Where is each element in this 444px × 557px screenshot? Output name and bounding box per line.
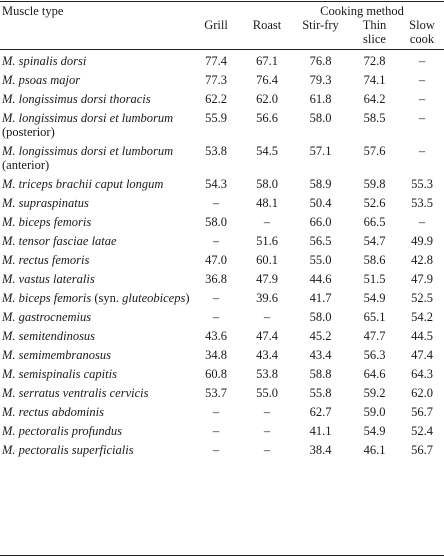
value-cell: 36.8 bbox=[205, 272, 227, 286]
value-cell: – bbox=[418, 73, 426, 87]
value-cell: 57.6 bbox=[363, 144, 386, 158]
value-cell: 55.8 bbox=[309, 386, 332, 400]
value-cell: 58.0 bbox=[205, 215, 227, 229]
table-row bbox=[0, 213, 444, 232]
muscle-name-part: M. serratus ventralis cervicis bbox=[2, 386, 149, 400]
value-cell: 67.1 bbox=[256, 54, 278, 68]
value-cell: 56.5 bbox=[309, 234, 332, 248]
muscle-name-part: (syn. bbox=[91, 291, 123, 305]
table-row bbox=[0, 48, 444, 71]
cooking-method-table bbox=[0, 2, 444, 460]
muscle-name-part: M. psoas major bbox=[2, 73, 81, 87]
value-cell: 54.2 bbox=[411, 310, 433, 324]
muscle-name-cell bbox=[0, 90, 190, 109]
method-label-line1: Grill bbox=[204, 18, 228, 32]
muscle-name-part: ) bbox=[185, 291, 190, 305]
method-label-line1: Stir-fry bbox=[302, 18, 339, 32]
value-cell: 55.9 bbox=[205, 111, 227, 125]
table-row bbox=[0, 251, 444, 270]
value-cell: 55.3 bbox=[411, 177, 433, 191]
muscle-type-header: Muscle type bbox=[2, 4, 64, 18]
muscle-name-part: M. pectoralis profundus bbox=[2, 424, 123, 438]
table-row bbox=[0, 194, 444, 213]
value-cell: 38.4 bbox=[309, 443, 332, 457]
cooking-method-header: Cooking method bbox=[320, 4, 404, 18]
value-cell: 64.2 bbox=[363, 92, 386, 106]
muscle-name-cell bbox=[0, 384, 190, 403]
value-cell: – bbox=[212, 234, 220, 248]
value-cell: 55.0 bbox=[309, 253, 332, 267]
value-cell: 60.8 bbox=[205, 367, 227, 381]
muscle-name-part: M. gastrocnemius bbox=[2, 310, 92, 324]
muscle-name-cell bbox=[0, 232, 190, 251]
muscle-name-part: M. longissimus dorsi et lumborum bbox=[2, 111, 174, 125]
value-cell: 54.3 bbox=[205, 177, 227, 191]
value-cell: 62.7 bbox=[309, 405, 332, 419]
value-cell: – bbox=[212, 405, 220, 419]
value-cell: 47.9 bbox=[256, 272, 278, 286]
table-header bbox=[0, 2, 444, 48]
muscle-name-part: M. semispinalis capitis bbox=[2, 367, 117, 381]
table-row bbox=[0, 289, 444, 308]
table-row bbox=[0, 327, 444, 346]
table-row bbox=[0, 142, 444, 175]
value-cell: 76.8 bbox=[309, 54, 332, 68]
muscle-name-cell bbox=[0, 308, 190, 327]
table-body bbox=[0, 48, 444, 460]
value-cell: – bbox=[418, 92, 426, 106]
method-header-3 bbox=[349, 18, 400, 48]
value-cell: 47.9 bbox=[411, 272, 433, 286]
value-cell: 62.2 bbox=[205, 92, 227, 106]
value-cell: 62.0 bbox=[411, 386, 433, 400]
muscle-name-cell bbox=[0, 365, 190, 384]
value-cell: 50.4 bbox=[309, 196, 332, 210]
value-cell: 72.8 bbox=[363, 54, 386, 68]
header-rule bbox=[0, 49, 444, 50]
value-cell: 48.1 bbox=[256, 196, 278, 210]
method-label-line1: Roast bbox=[252, 18, 282, 32]
table-row bbox=[0, 403, 444, 422]
table-row bbox=[0, 90, 444, 109]
muscle-name-part: M. tensor fasciae latae bbox=[2, 234, 117, 248]
value-cell: 43.4 bbox=[256, 348, 278, 362]
muscle-name-part: (posterior) bbox=[2, 125, 55, 139]
value-cell: 46.1 bbox=[363, 443, 386, 457]
muscle-name-part: M. supraspinatus bbox=[2, 196, 89, 210]
table-row bbox=[0, 270, 444, 289]
value-cell: 43.6 bbox=[205, 329, 227, 343]
muscle-name-cell bbox=[0, 441, 190, 460]
value-cell: 47.4 bbox=[256, 329, 278, 343]
table-row bbox=[0, 308, 444, 327]
muscle-name-part: M. rectus abdominis bbox=[2, 405, 104, 419]
table-row bbox=[0, 365, 444, 384]
method-header-4 bbox=[400, 18, 444, 48]
value-cell: 74.1 bbox=[363, 73, 386, 87]
value-cell: – bbox=[263, 310, 271, 324]
value-cell: 53.7 bbox=[205, 386, 227, 400]
muscle-name-cell bbox=[0, 327, 190, 346]
value-cell: 53.8 bbox=[205, 144, 227, 158]
value-cell: 43.4 bbox=[309, 348, 332, 362]
muscle-name-cell bbox=[0, 142, 190, 175]
value-cell: 42.8 bbox=[411, 253, 433, 267]
muscle-name-part: (anterior) bbox=[2, 158, 50, 172]
muscle-name-cell bbox=[0, 71, 190, 90]
bottom-rule bbox=[0, 555, 444, 556]
value-cell: 59.0 bbox=[363, 405, 386, 419]
muscle-name-part: M. longissimus dorsi thoracis bbox=[2, 92, 151, 106]
value-cell: 58.6 bbox=[363, 253, 386, 267]
value-cell: 55.0 bbox=[256, 386, 278, 400]
value-cell: 51.5 bbox=[363, 272, 386, 286]
value-cell: 54.9 bbox=[363, 291, 386, 305]
value-cell: – bbox=[263, 443, 271, 457]
value-cell: 34.8 bbox=[205, 348, 227, 362]
value-cell: 64.3 bbox=[411, 367, 433, 381]
muscle-name-cell bbox=[0, 403, 190, 422]
muscle-name-cell bbox=[0, 289, 190, 308]
value-cell: – bbox=[418, 54, 426, 68]
value-cell: 41.7 bbox=[309, 291, 332, 305]
muscle-name-cell bbox=[0, 270, 190, 289]
value-cell: – bbox=[212, 291, 220, 305]
muscle-name-cell bbox=[0, 109, 190, 142]
method-label-line2: slice bbox=[363, 32, 386, 46]
muscle-name-part: M. longissimus dorsi et lumborum bbox=[2, 144, 174, 158]
muscle-name-cell bbox=[0, 346, 190, 365]
value-cell: 44.6 bbox=[309, 272, 332, 286]
value-cell: 77.3 bbox=[205, 73, 227, 87]
value-cell: 39.6 bbox=[256, 291, 278, 305]
value-cell: 51.6 bbox=[256, 234, 278, 248]
value-cell: 61.8 bbox=[309, 92, 332, 106]
value-cell: – bbox=[418, 144, 426, 158]
method-label-line1: Thin bbox=[362, 18, 387, 32]
muscle-name-cell bbox=[0, 194, 190, 213]
muscle-name-part: M. semimembranosus bbox=[2, 348, 112, 362]
muscle-name-part: M. biceps femoris bbox=[2, 215, 92, 229]
value-cell: 66.5 bbox=[363, 215, 386, 229]
value-cell: 54.7 bbox=[363, 234, 386, 248]
value-cell: 53.5 bbox=[411, 196, 433, 210]
method-header-0 bbox=[190, 18, 242, 48]
value-cell: – bbox=[212, 196, 220, 210]
table-row bbox=[0, 422, 444, 441]
method-header-1 bbox=[242, 18, 292, 48]
value-cell: 57.1 bbox=[309, 144, 332, 158]
method-header-2 bbox=[292, 18, 349, 48]
method-label-line2: cook bbox=[409, 32, 435, 46]
muscle-name-cell bbox=[0, 251, 190, 270]
value-cell: 60.1 bbox=[256, 253, 278, 267]
value-cell: 64.6 bbox=[363, 367, 386, 381]
table-row bbox=[0, 109, 444, 142]
value-cell: 58.8 bbox=[309, 367, 332, 381]
table-row bbox=[0, 346, 444, 365]
value-cell: 58.0 bbox=[309, 111, 332, 125]
muscle-name-cell bbox=[0, 175, 190, 194]
value-cell: – bbox=[263, 405, 271, 419]
value-cell: 52.6 bbox=[363, 196, 386, 210]
value-cell: – bbox=[263, 424, 271, 438]
muscle-name-part: M. rectus femoris bbox=[2, 253, 90, 267]
muscle-name-cell bbox=[0, 48, 190, 71]
muscle-name-cell bbox=[0, 213, 190, 232]
value-cell: 56.7 bbox=[411, 443, 433, 457]
value-cell: 59.8 bbox=[363, 177, 386, 191]
value-cell: 58.5 bbox=[363, 111, 386, 125]
muscle-name-part: M. pectoralis superficialis bbox=[2, 443, 134, 457]
value-cell: 47.0 bbox=[205, 253, 227, 267]
value-cell: 76.4 bbox=[256, 73, 278, 87]
value-cell: – bbox=[212, 443, 220, 457]
value-cell: 79.3 bbox=[309, 73, 332, 87]
value-cell: 58.0 bbox=[309, 310, 332, 324]
value-cell: – bbox=[263, 215, 271, 229]
value-cell: – bbox=[418, 111, 426, 125]
table-row bbox=[0, 441, 444, 460]
value-cell: – bbox=[212, 310, 220, 324]
value-cell: – bbox=[212, 424, 220, 438]
value-cell: 52.4 bbox=[411, 424, 433, 438]
value-cell: 58.9 bbox=[309, 177, 332, 191]
value-cell: 44.5 bbox=[411, 329, 433, 343]
value-cell: 65.1 bbox=[363, 310, 386, 324]
value-cell: 41.1 bbox=[309, 424, 332, 438]
value-cell: 58.0 bbox=[256, 177, 278, 191]
value-cell: 45.2 bbox=[309, 329, 332, 343]
value-cell: 54.9 bbox=[363, 424, 386, 438]
table-row bbox=[0, 71, 444, 90]
value-cell: 56.7 bbox=[411, 405, 433, 419]
value-cell: 62.0 bbox=[256, 92, 278, 106]
muscle-name-cell bbox=[0, 422, 190, 441]
value-cell: 49.9 bbox=[411, 234, 433, 248]
muscle-name-part: M. vastus lateralis bbox=[2, 272, 95, 286]
muscle-name-part: M. biceps femoris bbox=[2, 291, 92, 305]
muscle-name-part: M. triceps brachii caput longum bbox=[2, 177, 164, 191]
value-cell: 52.5 bbox=[411, 291, 433, 305]
method-label-line1: Slow bbox=[409, 18, 435, 32]
table-row bbox=[0, 232, 444, 251]
value-cell: 77.4 bbox=[205, 54, 227, 68]
value-cell: 47.7 bbox=[363, 329, 386, 343]
value-cell: 53.8 bbox=[256, 367, 278, 381]
value-cell: 59.2 bbox=[363, 386, 386, 400]
value-cell: 66.0 bbox=[309, 215, 332, 229]
value-cell: 47.4 bbox=[411, 348, 433, 362]
value-cell: 54.5 bbox=[256, 144, 278, 158]
table-row bbox=[0, 384, 444, 403]
muscle-name-part: gluteobiceps bbox=[122, 291, 186, 305]
value-cell: – bbox=[418, 215, 426, 229]
table-row bbox=[0, 175, 444, 194]
muscle-name-part: M. spinalis dorsi bbox=[2, 54, 87, 68]
muscle-name-part: M. semitendinosus bbox=[2, 329, 96, 343]
value-cell: 56.6 bbox=[256, 111, 278, 125]
value-cell: 56.3 bbox=[363, 348, 386, 362]
